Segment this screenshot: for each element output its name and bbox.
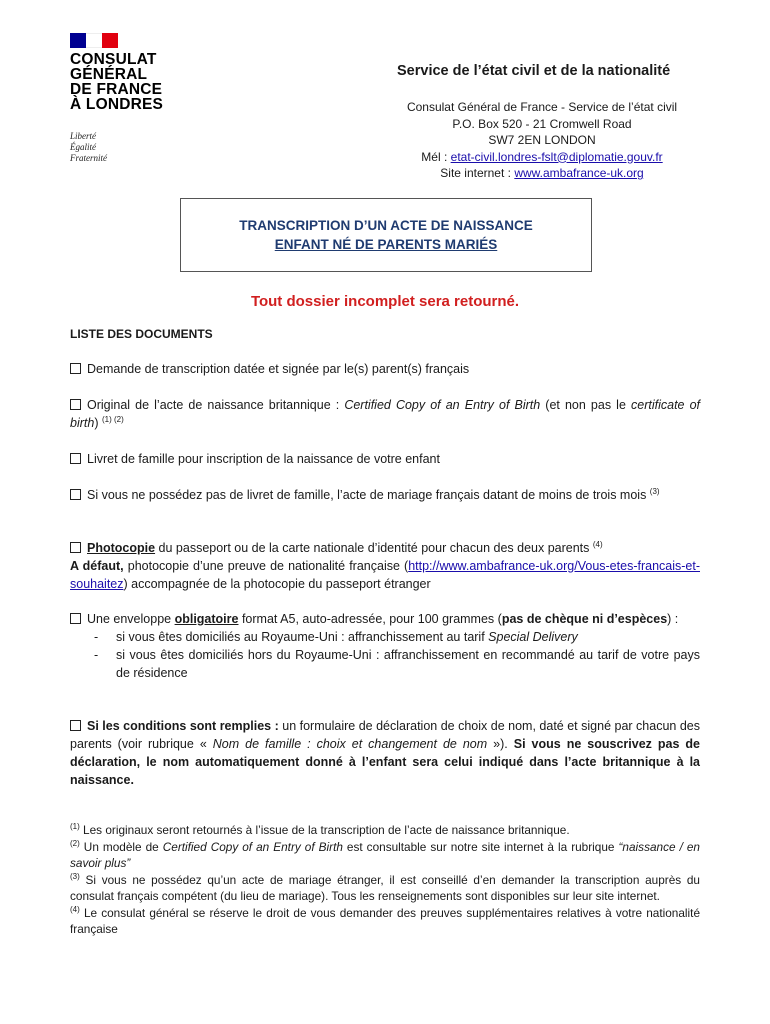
footnote-4 <box>70 905 700 938</box>
address-line: SW7 2EN LONDON <box>488 133 596 147</box>
list-item-name-declaration <box>70 717 700 789</box>
item-text-italic: Special Delivery <box>488 630 578 644</box>
item-text: Si vous ne possédez pas de livret de famille, l’acte de mariage français datant de moins de trois mois <box>87 488 650 502</box>
item-text: Livret de famille pour inscription de la naissance de votre enfant <box>87 452 440 466</box>
footnote-text: est consultable sur notre site internet à la rubrique <box>342 839 619 854</box>
address-line: P.O. Box 520 - 21 Cromwell Road <box>452 116 632 131</box>
envelope-uk-option: - si vous êtes domiciliés au Royaume-Uni : affranchissement au tarif Special Delivery <box>94 630 578 644</box>
motto-line: Égalité <box>70 142 96 152</box>
logo-line: À LONDRES <box>70 96 164 113</box>
footnote-ref: (3) <box>649 487 660 496</box>
item-text-italic: Certified Copy of an Entry of Birth <box>344 398 541 412</box>
incomplete-warning: Tout dossier incomplet sera retourné. <box>250 293 520 310</box>
email-label: Mél : <box>421 149 451 164</box>
envelope-text <box>70 610 700 628</box>
item-text: ) : <box>667 612 679 626</box>
checkbox-icon <box>70 363 81 374</box>
footnote-2 <box>70 839 700 872</box>
footnote-number: (1) <box>70 822 80 831</box>
item-text: du passeport ou de la carte nationale d’identité pour chacun des deux parents <box>155 541 593 555</box>
checkbox-icon <box>70 489 81 500</box>
list-item-birth-certificate <box>70 396 700 432</box>
item-text: si vous êtes domiciliés au Royaume-Uni : affranchissement au tarif <box>116 630 489 644</box>
list-item-request <box>70 360 700 378</box>
checkbox-icon <box>70 453 81 464</box>
logo-line: DE FRANCE <box>70 81 163 98</box>
item-text-bold: Si les conditions sont remplies : <box>87 719 279 733</box>
item-text-bold: obligatoire <box>174 612 239 626</box>
item-text-bold: Photocopie <box>87 541 156 555</box>
item-text: format A5, auto-adressée, pour 100 grammes ( <box>238 612 502 626</box>
republic-motto <box>70 131 107 164</box>
logo-line: CONSULAT <box>70 51 157 68</box>
item-text-bold: Si vous ne souscrivez pas de déclaration, le nom automatiquement donné à l’enfant sera celui indiqué dans l’acte britannique à la naissance. <box>70 737 701 787</box>
item-text-italic: Nom de famille : choix et changement de nom <box>212 737 488 751</box>
footnote-1 <box>70 822 700 839</box>
item-text: ) accompagnée de la photocopie du passeport étranger <box>123 577 431 591</box>
document-subtitle: ENFANT NÉ DE PARENTS MARIÉS <box>274 237 498 252</box>
motto-line: Fraternité <box>70 153 107 163</box>
footnote-text-italic: “naissance / en savoir plus” <box>70 839 700 870</box>
checkbox-icon <box>70 720 81 731</box>
document-title-box <box>180 198 592 272</box>
list-item-marriage-certificate <box>70 486 700 504</box>
item-text: »). <box>487 737 514 751</box>
item-text: Demande de transcription datée et signée par le(s) parent(s) français <box>87 362 470 376</box>
consulate-logo-text <box>70 52 163 112</box>
item-text: Original de l’acte de naissance britannique : <box>87 398 345 412</box>
consulate-address <box>396 99 688 182</box>
footnote-text: Si vous ne possédez qu’un acte de mariage étranger, il est conseillé d’en demander la transcription auprès du consulat français compétent (du lieu de mariage). Tous les renseignements sont disponibles sur leur site internet. <box>70 872 700 903</box>
checkbox-icon <box>70 542 81 553</box>
site-label: Site internet : <box>440 166 515 180</box>
email-row <box>396 149 688 166</box>
list-item-passport-copy <box>70 539 700 593</box>
footnote-ref: (4) <box>592 540 603 549</box>
footnote-3 <box>70 872 700 905</box>
footnote-ref: (1) (2) <box>101 415 124 424</box>
logo-line: GÉNÉRAL <box>70 66 148 83</box>
footnote-number: (3) <box>70 871 80 881</box>
footnote-number: (4) <box>70 904 80 914</box>
french-flag-logo <box>70 33 118 48</box>
item-text-italic: certificate of birth <box>70 398 701 430</box>
item-text: un formulaire de déclaration de choix de nom, daté et signé par chacun des parents (voir rubrique « <box>70 719 700 751</box>
email-link[interactable]: etat-civil.londres-fslt@diplomatie.gouv.fr <box>450 149 663 164</box>
documents-list-title: LISTE DES DOCUMENTS <box>70 327 213 341</box>
footnote-text: Les originaux seront retournés à l’issue de la transcription de l’acte de naissance britannique. <box>79 823 570 837</box>
item-text: ) <box>94 416 102 430</box>
footnote-text: Un modèle de <box>79 839 163 854</box>
list-item-family-book <box>70 450 700 468</box>
checkbox-icon <box>70 399 81 410</box>
service-title: Service de l’état civil et de la nationalité <box>397 63 671 79</box>
nationality-info-link[interactable]: http://www.ambafrance-uk.org/Vous-etes-francais-et-souhaitez <box>70 559 700 591</box>
item-text-bold: pas de chèque ni d’espèces <box>501 612 668 626</box>
item-text: photocopie d’une preuve de nationalité française ( <box>123 559 409 573</box>
footnotes <box>70 822 700 938</box>
checkbox-icon <box>70 613 81 624</box>
address-line: Consulat Général de France - Service de l’état civil <box>406 100 678 114</box>
item-text-bold: A défaut, <box>70 559 124 573</box>
item-text: si vous êtes domiciliés hors du Royaume-Uni : affranchissement en recommandé au tarif de votre pays de résidence <box>116 648 700 680</box>
item-text: (et non pas le <box>540 398 631 412</box>
footnote-text: Le consulat général se réserve le droit de vous demander des preuves supplémentaires relatives à votre nationalité française <box>70 905 700 936</box>
footnote-text-italic: Certified Copy of an Entry of Birth <box>162 839 343 854</box>
site-row <box>396 165 688 182</box>
document-title: TRANSCRIPTION D’UN ACTE DE NAISSANCE <box>239 218 533 233</box>
item-text: Une enveloppe <box>87 612 175 626</box>
site-link[interactable]: www.ambafrance-uk.org <box>514 166 644 180</box>
motto-line: Liberté <box>70 131 96 141</box>
envelope-abroad-option: - si vous êtes domiciliés hors du Royaume-Uni : affranchissement en recommandé au tarif de votre pays de résidence <box>94 648 700 680</box>
footnote-number: (2) <box>70 838 80 848</box>
list-item-envelope <box>70 610 700 682</box>
